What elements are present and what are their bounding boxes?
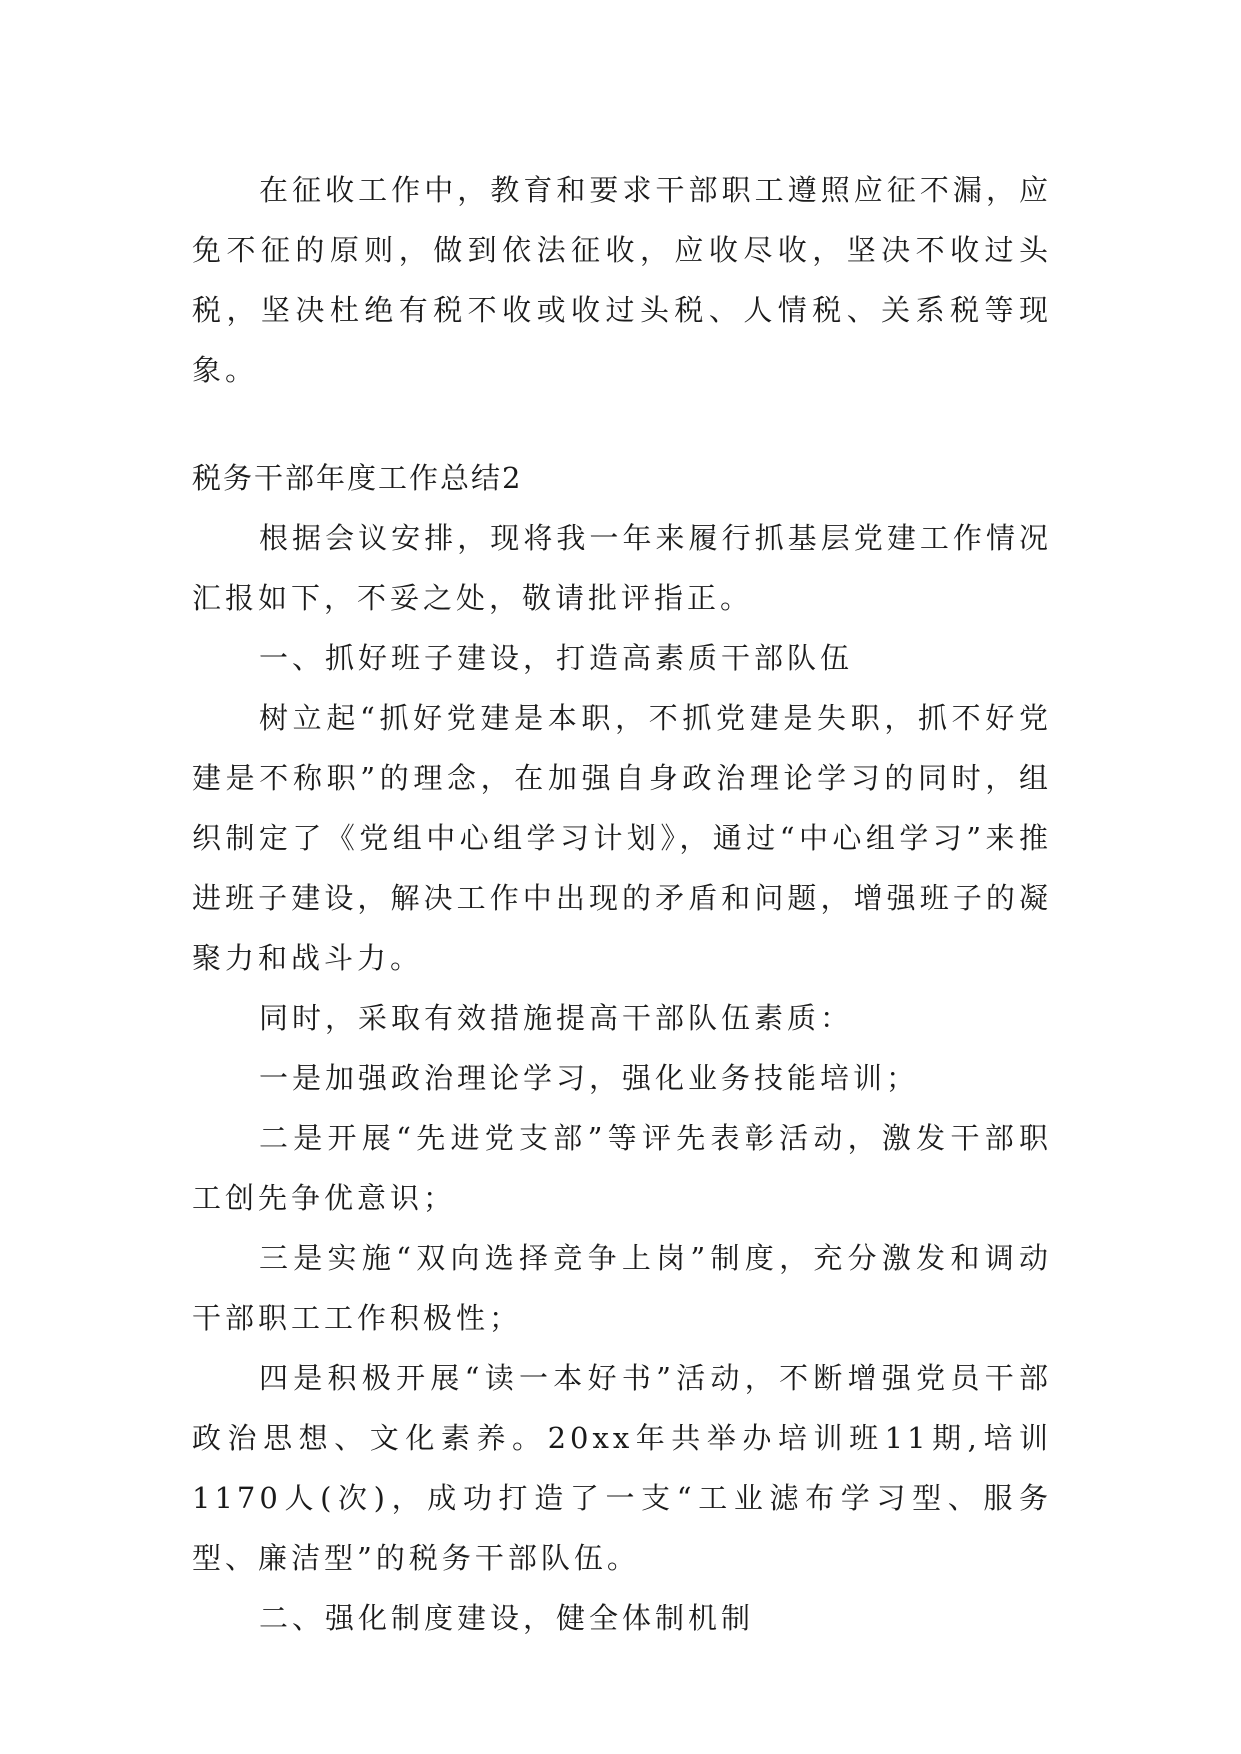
subheading-system-building: 二、强化制度建设，健全体制机制: [259, 1601, 755, 1635]
paragraph-intro: 根据会议安排，现将我一年来履行抓基层党建工作情况汇报如下，不妥之处，敬请批评指正。: [192, 521, 1052, 615]
list-item-four: 四是积极开展“读一本好书”活动，不断增强党员干部政治思想、文化素养。20xx年共举办培训班11期,培训1170人(次)，成功打造了一支“工业滤布学习型、服务型、廉洁型”的税务干部队伍。: [192, 1361, 1052, 1575]
paragraph-measures: 同时，采取有效措施提高干部队伍素质：: [259, 1001, 854, 1035]
section-spacer: [192, 400, 1052, 448]
paragraph-party-building: 树立起“抓好党建是本职，不抓党建是失职，抓不好党建是不称职”的理念，在加强自身政治理论学习的同时，组织制定了《党组中心组学习计划》，通过“中心组学习”来推进班子建设，解决工作中出现的矛盾和问题，增强班子的凝聚力和战斗力。: [192, 701, 1052, 975]
section-title: 税务干部年度工作总结2: [192, 461, 523, 495]
list-item-three: 三是实施“双向选择竞争上岗”制度，充分激发和调动干部职工工作积极性；: [192, 1241, 1052, 1335]
list-item-one: 一是加强政治理论学习，强化业务技能培训；: [259, 1061, 920, 1095]
list-item-two: 二是开展“先进党支部”等评先表彰活动，激发干部职工创先争优意识；: [192, 1121, 1052, 1215]
paragraph-tax-collection: 在征收工作中，教育和要求干部职工遵照应征不漏，应免不征的原则，做到依法征收，应收尽收，坚决不收过头税，坚决杜绝有税不收或收过头税、人情税、关系税等现象。: [192, 173, 1052, 387]
document-body: [192, 160, 1052, 1648]
subheading-team-building: 一、抓好班子建设，打造高素质干部队伍: [259, 641, 854, 675]
